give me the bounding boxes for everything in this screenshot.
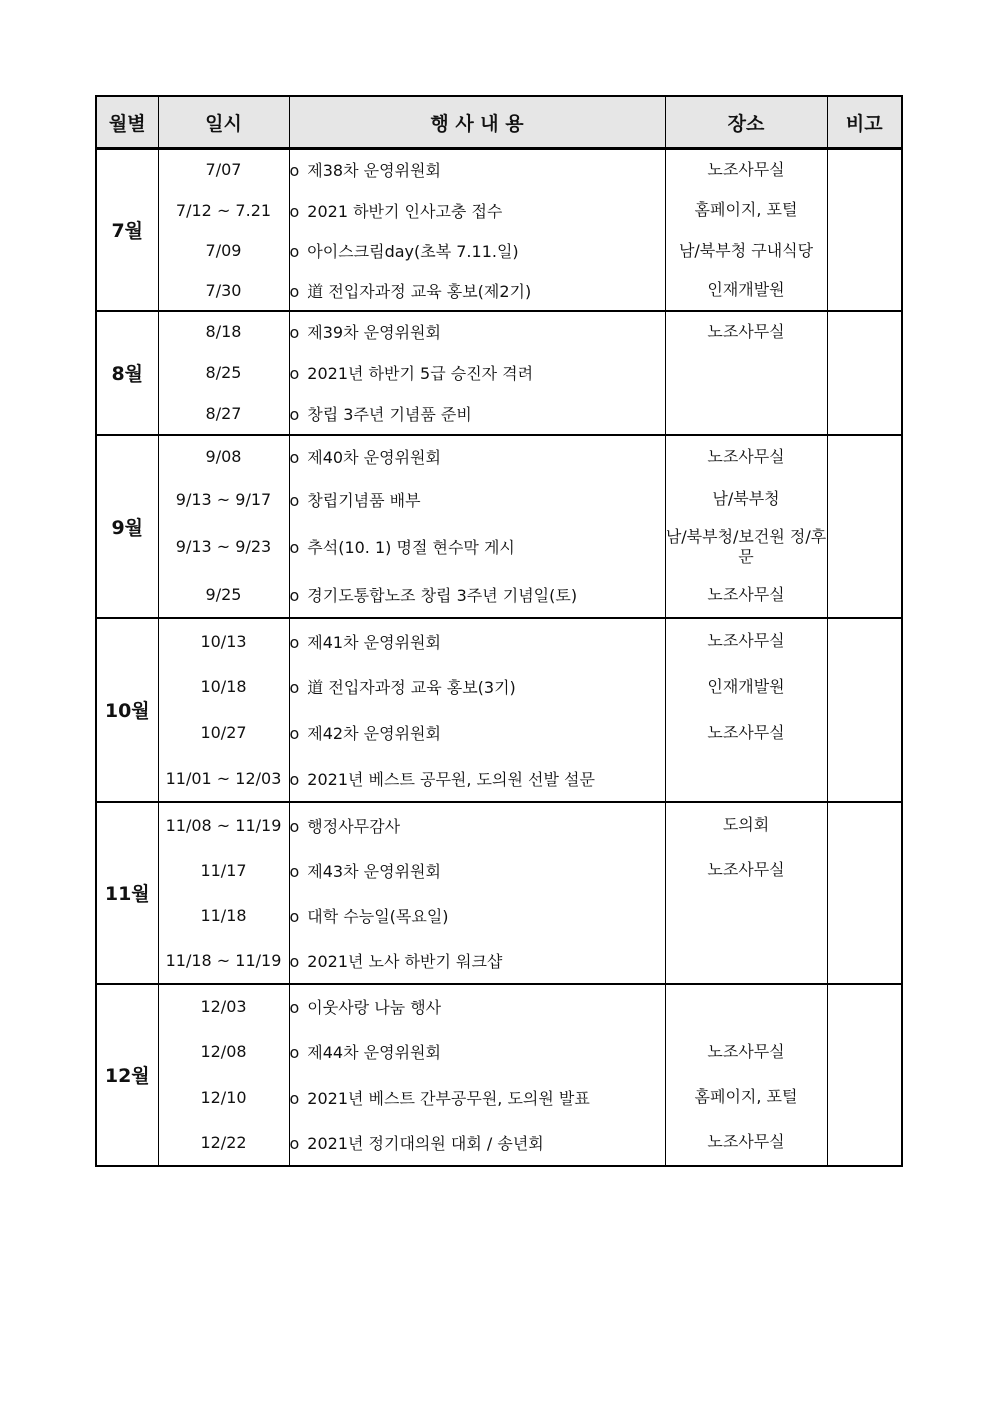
event-text: 제40차 운영위원회 [307,448,441,467]
event-text: 이웃사랑 나눔 행사 [307,998,442,1017]
month-group [96,435,902,618]
event-place: 노조사무실 [665,618,827,664]
table-row [96,435,902,478]
event-text: 제41차 운영위원회 [307,632,441,652]
month-group [96,311,902,435]
event-text: 2021 하반기 인사고충 접수 [307,201,503,221]
bullet-icon: o [289,281,300,301]
table-row [96,802,902,848]
event-place: 홈페이지, 포털 [665,1075,827,1120]
month-label: 9월 [96,435,158,618]
event-date: 11/18 ~ 11/19 [158,938,289,984]
event-text: 2021년 노사 하반기 워크샵 [307,951,503,971]
table-row [96,710,902,756]
header-place: 장소 [665,96,827,149]
table-row [96,1075,902,1120]
event-text: 창립기념품 배부 [307,490,421,510]
event-content [289,984,665,1029]
bullet-icon: o [289,490,300,510]
event-date: 8/18 [158,311,289,352]
month-label: 8월 [96,311,158,435]
event-place: 노조사무실 [665,435,827,478]
event-date: 12/03 [158,984,289,1029]
schedule-table [95,95,903,1167]
event-content [289,478,665,521]
table-row [96,848,902,893]
event-content [289,271,665,311]
header-content: 행 사 내 용 [289,96,665,149]
bullet-icon: o [289,448,300,467]
event-text: 2021년 베스트 공무원, 도의원 선발 설문 [307,769,595,789]
event-content [289,802,665,848]
table-header [96,96,902,149]
event-date: 7/30 [158,271,289,311]
bullet-icon: o [289,951,300,971]
event-content [289,848,665,893]
event-date: 7/12 ~ 7.21 [158,190,289,231]
bullet-icon: o [289,998,300,1017]
event-place: 노조사무실 [665,710,827,756]
event-place [665,893,827,938]
event-date: 9/25 [158,573,289,618]
bullet-icon: o [289,538,300,557]
event-text: 2021년 하반기 5급 승진자 격려 [307,364,534,383]
event-place: 남/북부청/보건원 정/후문 [665,521,827,573]
event-place: 도의회 [665,802,827,848]
event-date: 9/13 ~ 9/23 [158,521,289,573]
table-row [96,521,902,573]
month-label: 10월 [96,618,158,802]
event-text: 제42차 운영위원회 [307,724,441,743]
event-date: 10/13 [158,618,289,664]
table-row [96,190,902,231]
event-content [289,394,665,435]
event-date: 12/22 [158,1120,289,1166]
month-label: 12월 [96,984,158,1166]
table-row [96,1120,902,1166]
event-content [289,938,665,984]
event-date: 9/13 ~ 9/17 [158,478,289,521]
event-date: 8/25 [158,352,289,394]
event-place: 노조사무실 [665,1120,827,1166]
bullet-icon: o [289,586,300,605]
event-content [289,893,665,938]
table-row [96,893,902,938]
event-place [665,394,827,435]
bullet-icon: o [289,364,300,383]
event-text: 제43차 운영위원회 [307,861,441,881]
event-date: 12/08 [158,1029,289,1075]
event-text: 창립 3주년 기념품 준비 [307,405,472,424]
event-content [289,521,665,573]
event-content [289,352,665,394]
event-content [289,190,665,231]
event-date: 8/27 [158,394,289,435]
table-row [96,478,902,521]
event-date: 10/27 [158,710,289,756]
header-month: 월별 [96,96,158,149]
event-place: 노조사무실 [665,1029,827,1075]
note-cell [827,618,902,802]
event-text: 대학 수능일(목요일) [307,906,449,926]
event-content [289,435,665,478]
event-content [289,231,665,271]
event-content [289,1120,665,1166]
bullet-icon: o [289,906,300,926]
event-place: 노조사무실 [665,149,827,190]
bullet-icon: o [289,816,300,836]
month-label: 7월 [96,149,158,311]
event-place: 노조사무실 [665,848,827,893]
table-row [96,352,902,394]
bullet-icon: o [289,161,300,181]
bullet-icon: o [289,323,300,342]
event-date: 12/10 [158,1075,289,1120]
note-cell [827,802,902,984]
table-row [96,1029,902,1075]
event-content [289,573,665,618]
table-row [96,664,902,710]
event-text: 제39차 운영위원회 [307,323,441,342]
bullet-icon: o [289,201,300,221]
event-text: 道 전입자과정 교육 홍보(제2기) [307,281,532,301]
event-date: 11/18 [158,893,289,938]
event-date: 10/18 [158,664,289,710]
event-content [289,710,665,756]
note-cell [827,149,902,311]
table-row [96,756,902,802]
bullet-icon: o [289,1133,300,1153]
event-date: 7/07 [158,149,289,190]
table-row [96,618,902,664]
bullet-icon: o [289,632,300,652]
event-text: 道 전입자과정 교육 홍보(3기) [307,678,516,697]
event-text: 2021년 정기대의원 대회 / 송년회 [307,1133,544,1153]
table-row [96,271,902,311]
bullet-icon: o [289,1088,300,1108]
month-group [96,618,902,802]
event-place: 노조사무실 [665,311,827,352]
event-text: 제38차 운영위원회 [307,161,441,181]
event-place: 인재개발원 [665,664,827,710]
event-text: 아이스크림day(초복 7.11.일) [307,242,519,261]
event-date: 11/17 [158,848,289,893]
event-text: 경기도통합노조 창립 3주년 기념일(토) [307,586,578,605]
bullet-icon: o [289,405,300,424]
event-text: 2021년 베스트 간부공무원, 도의원 발표 [307,1088,590,1108]
header-date: 일시 [158,96,289,149]
event-content [289,311,665,352]
table-row [96,231,902,271]
note-cell [827,984,902,1166]
event-place: 남/북부청 [665,478,827,521]
event-place [665,352,827,394]
event-place: 노조사무실 [665,573,827,618]
event-text: 추석(10. 1) 명절 현수막 게시 [307,538,515,557]
event-place [665,984,827,1029]
event-date: 11/01 ~ 12/03 [158,756,289,802]
event-date: 9/08 [158,435,289,478]
event-text: 행정사무감사 [307,816,401,836]
event-content [289,1029,665,1075]
table-row [96,573,902,618]
event-content [289,664,665,710]
note-cell [827,435,902,618]
header-note: 비고 [827,96,902,149]
bullet-icon: o [289,678,300,697]
event-content [289,618,665,664]
bullet-icon: o [289,724,300,743]
event-date: 11/08 ~ 11/19 [158,802,289,848]
event-content [289,756,665,802]
month-label: 11월 [96,802,158,984]
event-text: 제44차 운영위원회 [307,1043,441,1062]
bullet-icon: o [289,242,300,261]
month-group [96,802,902,984]
event-place [665,756,827,802]
event-place: 홈페이지, 포털 [665,190,827,231]
month-group [96,149,902,311]
table-row [96,149,902,190]
bullet-icon: o [289,769,300,789]
event-place: 인재개발원 [665,271,827,311]
event-date: 7/09 [158,231,289,271]
event-content [289,149,665,190]
bullet-icon: o [289,1043,300,1062]
event-content [289,1075,665,1120]
event-place: 남/북부청 구내식당 [665,231,827,271]
bullet-icon: o [289,861,300,881]
month-group [96,984,902,1166]
note-cell [827,311,902,435]
table-row [96,311,902,352]
table-row [96,394,902,435]
table-row [96,938,902,984]
event-place [665,938,827,984]
table-row [96,984,902,1029]
